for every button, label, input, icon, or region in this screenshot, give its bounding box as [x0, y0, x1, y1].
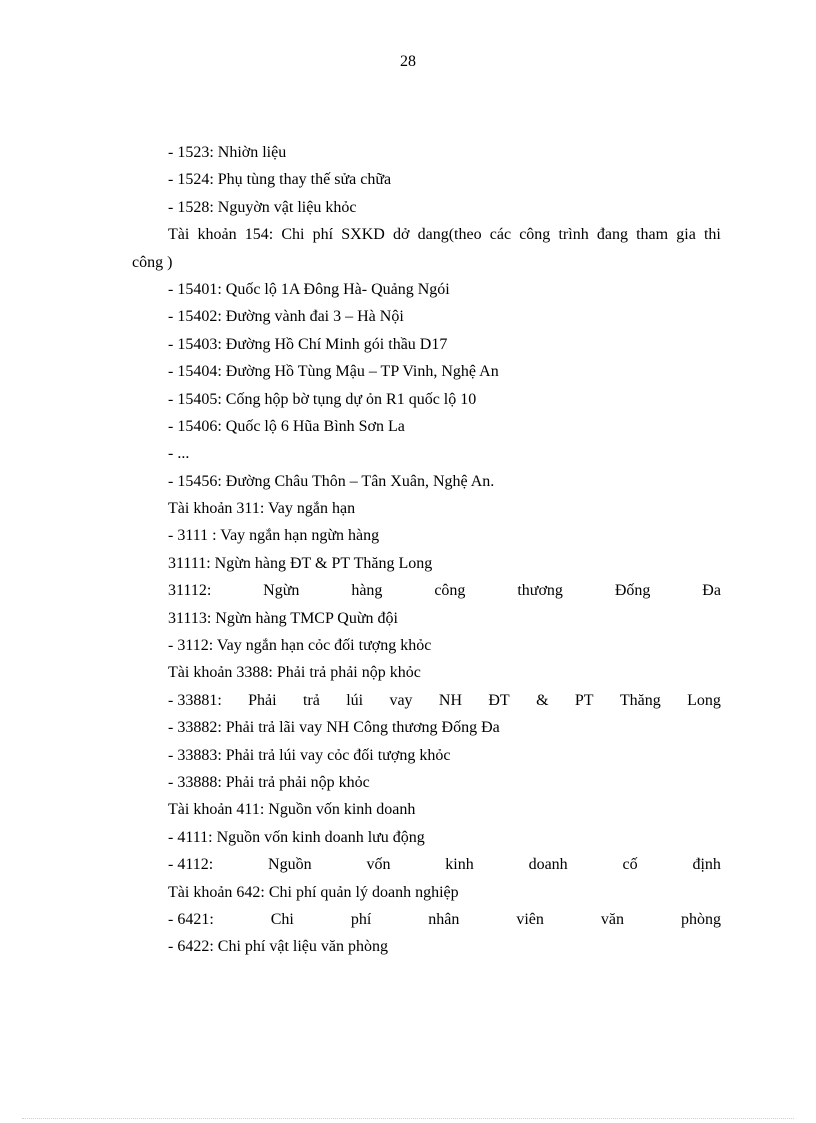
- word: - 6421:: [168, 910, 214, 928]
- word: kinh: [445, 856, 474, 874]
- word: văn: [600, 910, 624, 928]
- word: Phải: [248, 691, 277, 709]
- word: PT: [574, 691, 594, 709]
- document-body: [132, 139, 721, 961]
- text-line: - 1528: Nguyờn vật liệu khỏc: [168, 198, 357, 216]
- word: dang(theo: [417, 226, 482, 244]
- word: SXKD: [341, 226, 385, 244]
- word: cố: [622, 856, 638, 874]
- text-line: - 15402: Đường vành đai 3 – Hà Nội: [168, 308, 404, 326]
- text-line: Tài khoản 3388: Phải trả phải nộp khỏc: [168, 664, 421, 682]
- word: khoản: [197, 226, 237, 244]
- text-line: [132, 221, 721, 248]
- word: phí: [312, 226, 334, 244]
- word: thi: [703, 226, 721, 244]
- text-line: 31113: Ngừn hàng TMCP Quừn đội: [168, 609, 398, 627]
- word: phí: [350, 910, 372, 928]
- word: vay: [389, 691, 413, 709]
- word: Đống: [614, 582, 651, 600]
- word: Long: [687, 691, 721, 709]
- text-line: - 33882: Phải trả lãi vay NH Công thương Đống Đa: [168, 719, 500, 737]
- text-line: - 15404: Đường Hồ Tùng Mậu – TP Vinh, Nghệ An: [168, 363, 499, 381]
- text-line: Tài khoản 311: Vay ngắn hạn: [168, 500, 356, 518]
- word: - 4112:: [168, 856, 214, 874]
- word: công: [519, 226, 551, 244]
- text-line: [132, 906, 721, 933]
- text-line: - 3112: Vay ngắn hạn cỏc đối tượng khỏc: [168, 637, 432, 655]
- word: lúi: [346, 691, 364, 709]
- word: Ngừn: [263, 582, 300, 600]
- text-line: - 1523: Nhiờn liệu: [168, 144, 287, 161]
- word: dở: [392, 226, 410, 244]
- text-line: [132, 577, 721, 604]
- text-line: - 33888: Phải trả phải nộp khỏc: [168, 773, 370, 791]
- text-line: - 6422: Chi phí vật liệu văn phòng: [168, 938, 388, 956]
- text-line: - 15406: Quốc lộ 6 Hũa Bình Sơn La: [168, 417, 405, 435]
- word: Chi: [281, 226, 305, 244]
- word: nhân: [428, 910, 460, 928]
- word: Nguồn: [268, 856, 312, 874]
- word: Chi: [270, 910, 294, 928]
- word: hàng: [351, 582, 383, 600]
- word: viên: [516, 910, 544, 928]
- word: phòng: [680, 910, 721, 928]
- word: NH: [438, 691, 463, 709]
- word: các: [489, 226, 512, 244]
- text-line: - 15403: Đường Hồ Chí Minh gói thầu D17: [168, 335, 448, 353]
- word: thương: [517, 582, 563, 600]
- text-line: - 4111: Nguồn vốn kinh doanh lưu động: [168, 828, 425, 846]
- word: gia: [676, 226, 696, 244]
- word: công: [434, 582, 466, 600]
- word: - 33881:: [168, 691, 222, 709]
- word: tham: [636, 226, 669, 244]
- text-line: công ): [132, 253, 173, 271]
- word: Thăng: [619, 691, 661, 709]
- word: trả: [302, 691, 320, 709]
- word: 154:: [244, 226, 274, 244]
- page-number: 28: [400, 53, 416, 70]
- page-bottom-divider: [22, 1118, 794, 1119]
- word: ĐT: [488, 691, 510, 709]
- word: doanh: [528, 856, 568, 874]
- word: vốn: [366, 856, 391, 874]
- word: đang: [596, 226, 628, 244]
- word: 31112:: [168, 582, 212, 600]
- word: trình: [558, 226, 589, 244]
- word: định: [692, 856, 721, 874]
- text-line: - 3111 : Vay ngắn hạn ngừn hàng: [168, 527, 380, 545]
- word: Tài: [168, 226, 190, 244]
- word: Đa: [702, 582, 721, 600]
- text-line: [132, 687, 721, 714]
- text-line: 31111: Ngừn hàng ĐT & PT Thăng Long: [168, 554, 433, 572]
- text-line: Tài khoản 642: Chi phí quản lý doanh nghiệp: [168, 883, 459, 901]
- text-line: - 15456: Đường Châu Thôn – Tân Xuân, Nghệ An.: [168, 472, 495, 490]
- text-line: Tài khoản 411: Nguồn vốn kinh doanh: [168, 801, 416, 819]
- text-line: - 15405: Cống hộp bờ tụng dự ỏn R1 quốc lộ 10: [168, 390, 477, 408]
- word: &: [536, 691, 549, 709]
- text-line: - 1524: Phụ tùng thay thế sửa chữa: [168, 171, 392, 189]
- text-line: - 33883: Phải trả lúi vay cỏc đối tượng khỏc: [168, 746, 451, 764]
- text-line: - ...: [168, 445, 190, 463]
- text-line: [132, 851, 721, 878]
- text-line: - 15401: Quốc lộ 1A Đông Hà- Quảng Ngói: [168, 280, 450, 298]
